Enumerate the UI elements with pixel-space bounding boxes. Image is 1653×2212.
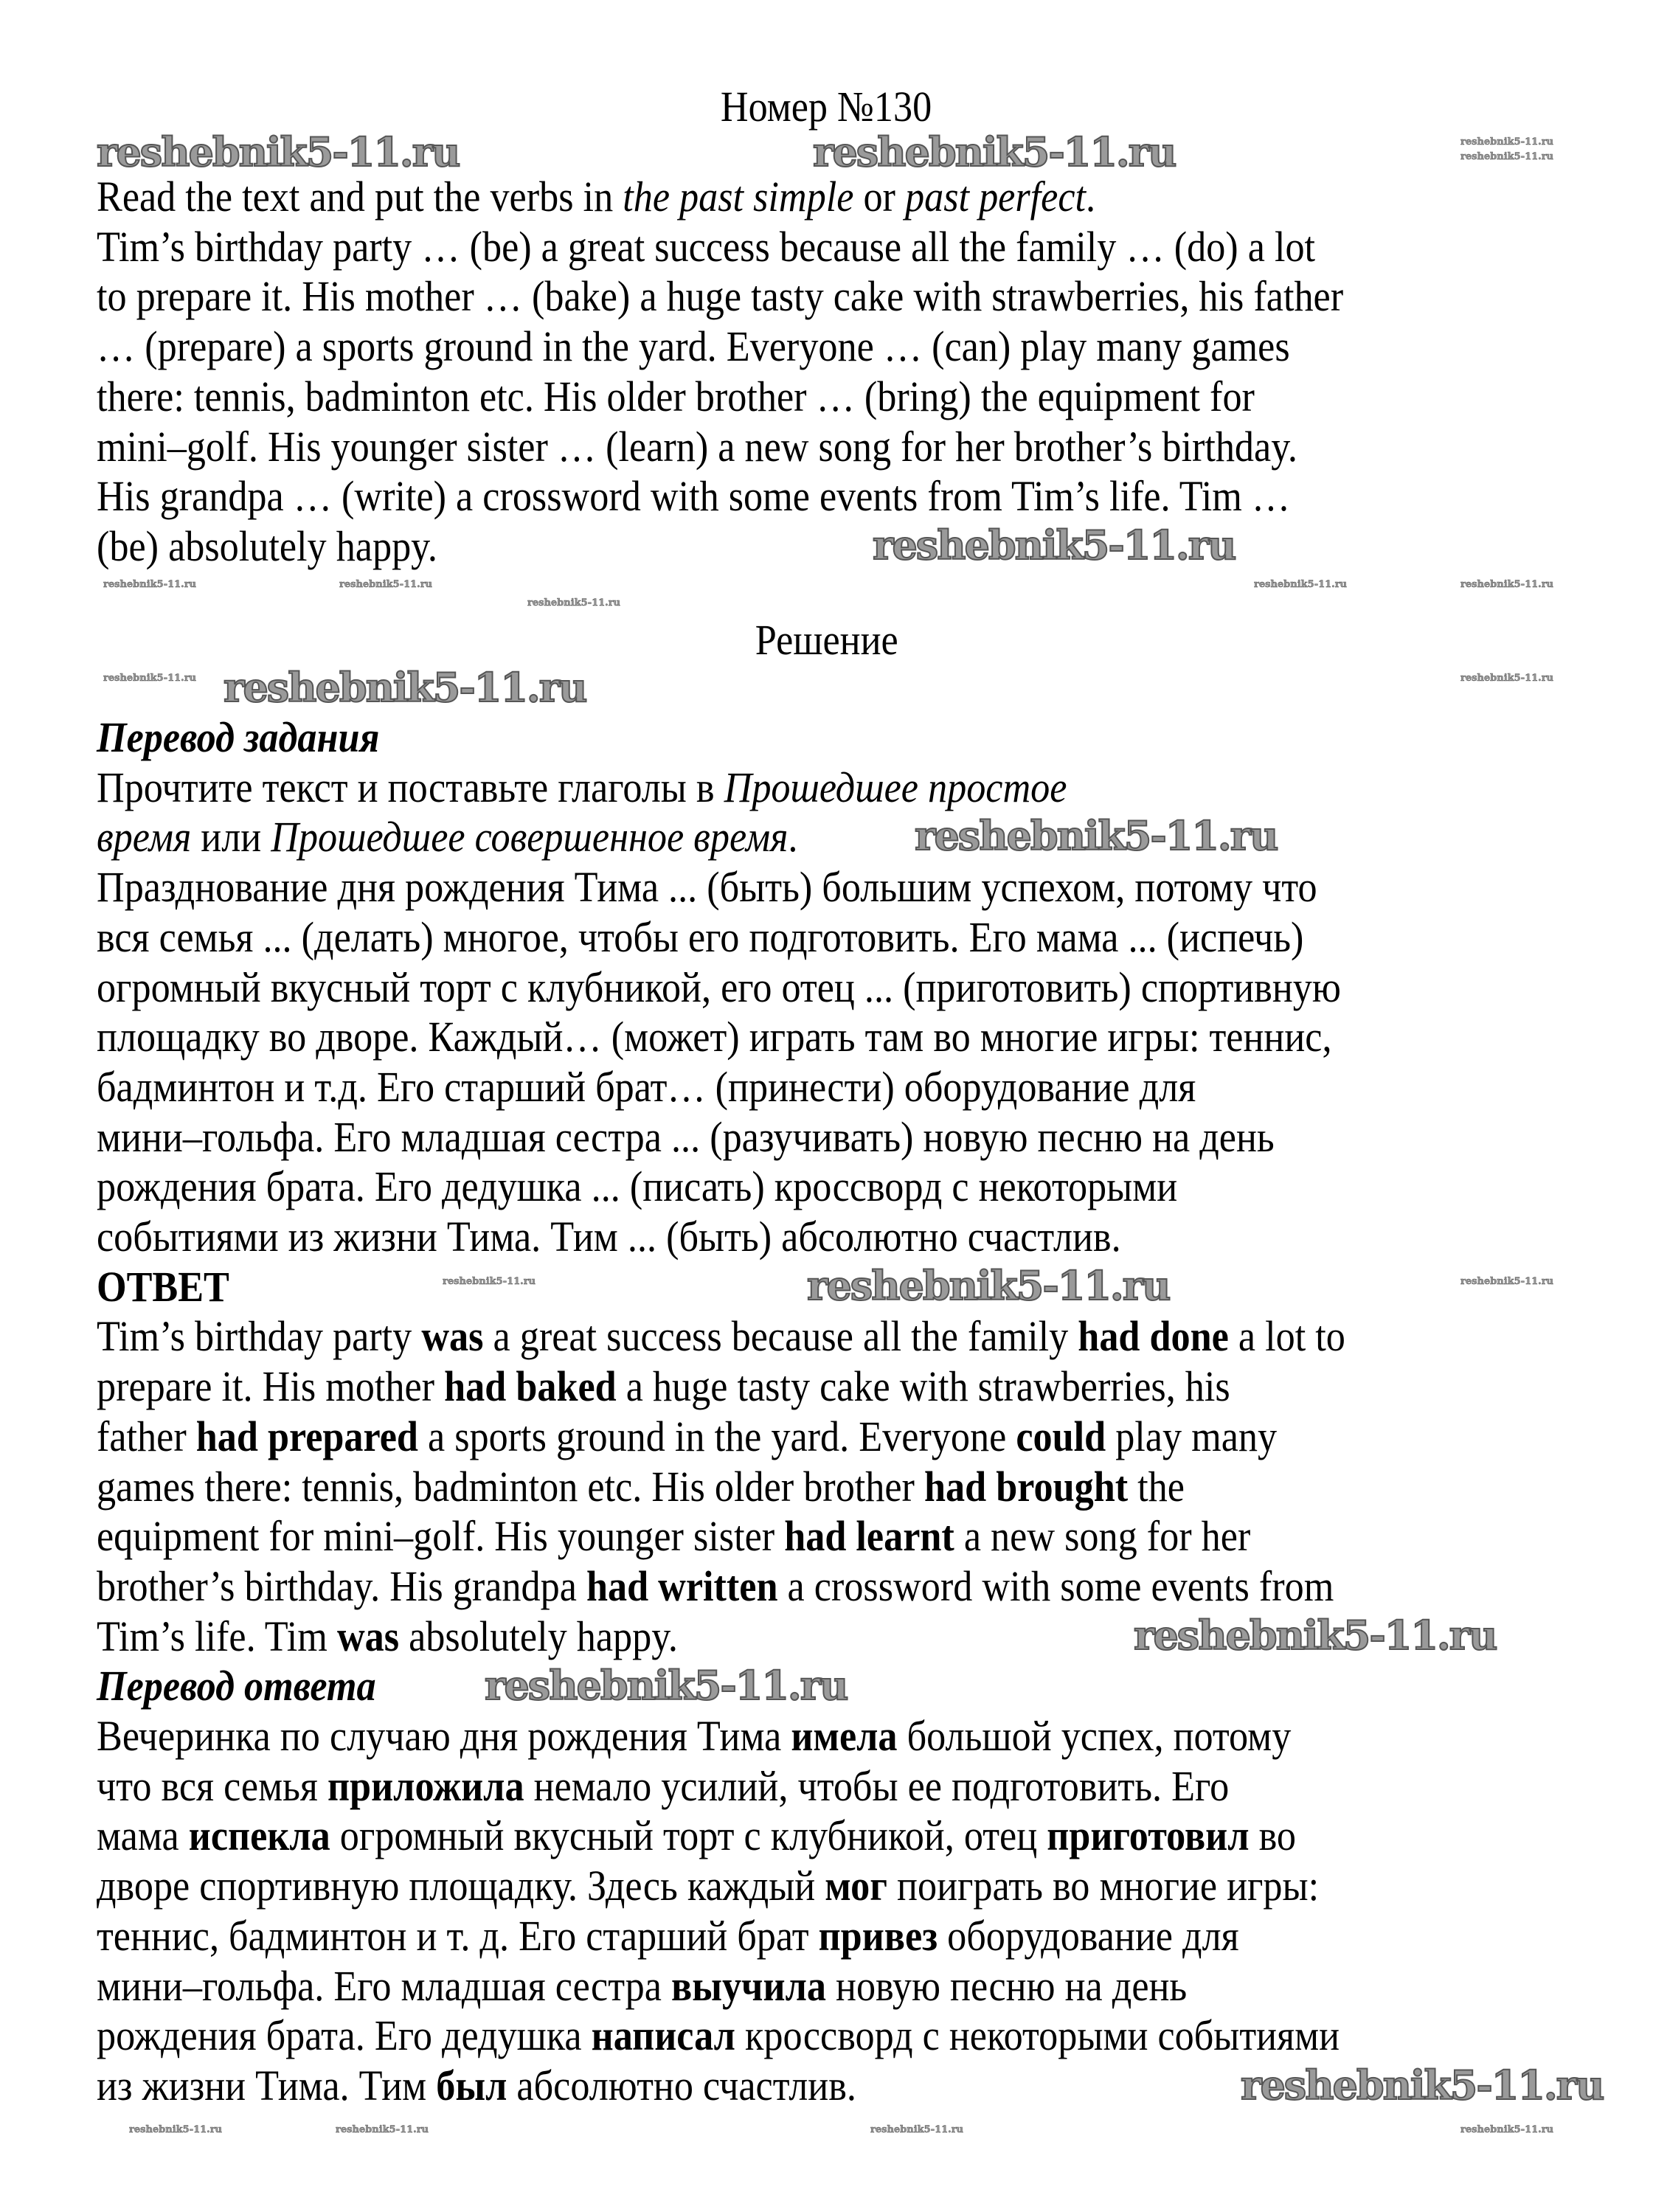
text-segment: the past simple bbox=[623, 173, 854, 221]
text-segment: бадминтон и т.д. Его старший брат… (принести) оборудование для bbox=[97, 1062, 1196, 1111]
body-line bbox=[97, 1463, 1185, 1511]
body-line bbox=[97, 1862, 1319, 1910]
body-line bbox=[97, 863, 1317, 912]
text-segment: equipment for mini–golf. His younger sister bbox=[97, 1512, 785, 1561]
body-line bbox=[97, 1312, 1345, 1361]
text-segment: во bbox=[1249, 1811, 1296, 1860]
body-line bbox=[97, 1263, 229, 1311]
task-line bbox=[97, 472, 1290, 521]
body-line bbox=[97, 1113, 1275, 1162]
body-line bbox=[97, 1612, 678, 1661]
text-segment: brother’s birthday. His grandpa bbox=[97, 1561, 586, 1610]
text-segment: Прошедшее простое bbox=[724, 763, 1067, 811]
body-line bbox=[97, 1213, 1121, 1261]
text-segment: кроссворд с некоторыми событиями bbox=[735, 2011, 1340, 2060]
body-line bbox=[97, 1512, 1250, 1561]
text-segment: . bbox=[788, 813, 798, 861]
watermark-logo: reshebnik5-11.ru bbox=[813, 128, 1176, 176]
body-line bbox=[97, 1013, 1332, 1061]
text-segment: absolutely happy. bbox=[399, 1612, 678, 1660]
text-segment: мама bbox=[97, 1811, 189, 1860]
text-segment: поиграть во многие игры: bbox=[887, 1862, 1320, 1910]
text-segment: games there: tennis, badminton etc. His older brother bbox=[97, 1462, 925, 1511]
text-segment: абсолютно счастлив. bbox=[507, 2061, 856, 2109]
body-line bbox=[97, 1962, 1187, 2011]
text-segment: had prepared bbox=[195, 1412, 418, 1460]
text-segment: приготовил bbox=[1047, 1811, 1250, 1860]
watermark-small: reshebnik5-11.ru bbox=[1460, 151, 1554, 162]
body-line bbox=[97, 1063, 1196, 1112]
text-segment: Вечеринка по случаю дня рождения Тима bbox=[97, 1712, 791, 1760]
text-segment: prepare it. His mother bbox=[97, 1362, 445, 1411]
task-line bbox=[97, 372, 1255, 421]
text-segment: имела bbox=[791, 1712, 898, 1760]
watermark-small: reshebnik5-11.ru bbox=[1460, 1276, 1554, 1287]
text-segment: a sports ground in the yard. Everyone bbox=[417, 1412, 1016, 1460]
text-segment: мини–гольфа. Его младшая сестра bbox=[97, 1961, 672, 2010]
text-segment: Прочтите текст и поставьте глаголы в bbox=[97, 763, 724, 811]
body-line bbox=[97, 713, 379, 762]
text-segment: приложила bbox=[327, 1761, 524, 1810]
text-segment: a crossword with some events from bbox=[777, 1561, 1334, 1610]
text-segment: что вся семья bbox=[97, 1761, 328, 1810]
body-line bbox=[97, 763, 1067, 812]
body-line bbox=[97, 1412, 1277, 1461]
text-segment: had brought bbox=[924, 1462, 1129, 1511]
text-segment: площадку во дворе. Каждый… (может) играть там во многие игры: теннис, bbox=[97, 1013, 1332, 1061]
body-line bbox=[97, 1362, 1230, 1411]
text-segment: . bbox=[1086, 173, 1096, 221]
text-segment: father bbox=[97, 1412, 196, 1460]
body-line bbox=[97, 1662, 376, 1710]
text-segment: написал bbox=[591, 2011, 735, 2060]
text-segment: привез bbox=[818, 1911, 938, 1960]
watermark-small: reshebnik5-11.ru bbox=[1460, 2124, 1554, 2135]
watermark-small: reshebnik5-11.ru bbox=[1460, 673, 1554, 684]
text-segment: рождения брата. Его дедушка bbox=[97, 2011, 592, 2060]
task-line bbox=[97, 522, 437, 571]
text-segment: мини–гольфа. Его младшая сестра ... (разучивать) новую песню на день bbox=[97, 1112, 1275, 1161]
text-segment: Перевод ответа bbox=[97, 1662, 376, 1710]
text-segment: ОТВЕТ bbox=[97, 1262, 229, 1311]
text-segment: огромный вкусный торт с клубникой, его отец ... (приготовить) спортивную bbox=[97, 963, 1341, 1011]
watermark-small: reshebnik5-11.ru bbox=[129, 2124, 223, 2135]
body-line bbox=[97, 1712, 1291, 1761]
text-segment: had written bbox=[586, 1561, 778, 1610]
text-segment: мог bbox=[825, 1862, 887, 1910]
watermark-small: reshebnik5-11.ru bbox=[527, 597, 621, 609]
watermark-logo: reshebnik5-11.ru bbox=[873, 521, 1236, 569]
text-segment: mini–golf. His younger sister … (learn) a new song for her brother’s birthday. bbox=[97, 422, 1297, 471]
body-line bbox=[97, 1162, 1177, 1211]
body-line bbox=[97, 1762, 1229, 1811]
body-line bbox=[97, 1912, 1239, 1960]
text-segment: немало усилий, чтобы ее подготовить. Его bbox=[524, 1761, 1230, 1810]
text-segment: or bbox=[853, 173, 906, 221]
task-line bbox=[97, 322, 1290, 371]
text-segment: past perfect bbox=[905, 173, 1086, 221]
text-segment: (be) absolutely happy. bbox=[97, 521, 437, 570]
watermark-small: reshebnik5-11.ru bbox=[1460, 579, 1554, 590]
text-segment: большой успех, потому bbox=[897, 1712, 1292, 1760]
text-segment: could bbox=[1016, 1412, 1106, 1460]
task-line bbox=[97, 223, 1315, 271]
watermark-logo: reshebnik5-11.ru bbox=[1241, 2062, 1604, 2109]
text-segment: время bbox=[97, 813, 192, 861]
watermark-small: reshebnik5-11.ru bbox=[103, 579, 197, 590]
text-segment: был bbox=[436, 2061, 507, 2109]
text-segment: a huge tasty cake with strawberries, his bbox=[616, 1362, 1230, 1411]
text-segment: вся семья ... (делать) многое, чтобы его подготовить. Его мама ... (испечь) bbox=[97, 912, 1304, 961]
watermark-small: reshebnik5-11.ru bbox=[336, 2124, 429, 2135]
text-segment: или bbox=[191, 813, 271, 861]
watermark-logo: reshebnik5-11.ru bbox=[485, 1662, 848, 1709]
text-segment: there: tennis, badminton etc. His older brother … (bring) the equipment for bbox=[97, 372, 1255, 420]
body-line bbox=[97, 913, 1303, 962]
text-segment: Перевод задания bbox=[97, 713, 380, 761]
text-segment: Прошедшее совершенное время bbox=[271, 813, 789, 861]
text-segment: новую песню на день bbox=[825, 1961, 1188, 2010]
page-title: Номер №130 bbox=[721, 83, 932, 131]
body-line bbox=[97, 1811, 1296, 1860]
task-line bbox=[97, 173, 1095, 221]
text-segment: play many bbox=[1106, 1412, 1278, 1460]
text-segment: the bbox=[1128, 1462, 1185, 1511]
watermark-small: reshebnik5-11.ru bbox=[443, 1276, 536, 1287]
text-segment: was bbox=[421, 1312, 484, 1361]
text-segment: оборудование для bbox=[938, 1911, 1239, 1960]
body-line bbox=[97, 813, 797, 861]
body-line bbox=[97, 963, 1341, 1012]
watermark-small: reshebnik5-11.ru bbox=[1460, 136, 1554, 148]
text-segment: a great success because all the family bbox=[483, 1312, 1078, 1361]
text-segment: Tim’s life. Tim bbox=[97, 1612, 337, 1660]
text-segment: Tim’s birthday party … (be) a great success because all the family … (do) a lot bbox=[97, 222, 1316, 271]
body-line bbox=[97, 2062, 856, 2110]
watermark-small: reshebnik5-11.ru bbox=[1254, 579, 1348, 590]
body-line bbox=[97, 2011, 1340, 2060]
watermark-small: reshebnik5-11.ru bbox=[103, 673, 197, 684]
text-segment: из жизни Тима. Тим bbox=[97, 2061, 437, 2109]
text-segment: Празднование дня рождения Тима ... (быть) большим успехом, потому что bbox=[97, 863, 1317, 912]
text-segment: огромный вкусный торт с клубникой, отец bbox=[330, 1811, 1047, 1860]
solution-heading: Решение bbox=[755, 616, 898, 664]
task-line bbox=[97, 272, 1343, 321]
text-segment: рождения брата. Его дедушка ... (писать) кроссворд с некоторыми bbox=[97, 1162, 1178, 1211]
text-segment: had learnt bbox=[784, 1512, 954, 1561]
text-segment: a lot to bbox=[1228, 1312, 1345, 1361]
watermark-small: reshebnik5-11.ru bbox=[870, 2124, 964, 2135]
text-segment: дворе спортивную площадку. Здесь каждый bbox=[97, 1862, 825, 1910]
text-segment: испекла bbox=[188, 1811, 330, 1860]
text-segment: to prepare it. His mother … (bake) a huge tasty cake with strawberries, his father bbox=[97, 272, 1344, 321]
text-segment: a new song for her bbox=[954, 1512, 1251, 1561]
text-segment: … (prepare) a sports ground in the yard. Everyone … (can) play many games bbox=[97, 322, 1290, 371]
text-segment: His grandpa … (write) a crossword with some events from Tim’s life. Tim … bbox=[97, 472, 1291, 521]
watermark-logo: reshebnik5-11.ru bbox=[915, 812, 1278, 859]
text-segment: had done bbox=[1078, 1312, 1229, 1361]
text-segment: теннис, бадминтон и т. д. Его старший брат bbox=[97, 1911, 819, 1960]
watermark-logo: reshebnik5-11.ru bbox=[1134, 1612, 1497, 1659]
watermark-small: reshebnik5-11.ru bbox=[339, 579, 433, 590]
body-line bbox=[97, 1562, 1334, 1611]
task-line bbox=[97, 423, 1297, 471]
text-segment: событиями из жизни Тима. Тим ... (быть) абсолютно счастлив. bbox=[97, 1213, 1121, 1261]
watermark-logo: reshebnik5-11.ru bbox=[223, 664, 586, 711]
text-segment: выучила bbox=[671, 1961, 826, 2010]
text-segment: Read the text and put the verbs in bbox=[97, 173, 623, 221]
watermark-logo: reshebnik5-11.ru bbox=[97, 128, 460, 176]
text-segment: was bbox=[336, 1612, 400, 1660]
text-segment: had baked bbox=[444, 1362, 617, 1411]
text-segment: Tim’s birthday party bbox=[97, 1312, 422, 1361]
watermark-logo: reshebnik5-11.ru bbox=[807, 1262, 1170, 1309]
